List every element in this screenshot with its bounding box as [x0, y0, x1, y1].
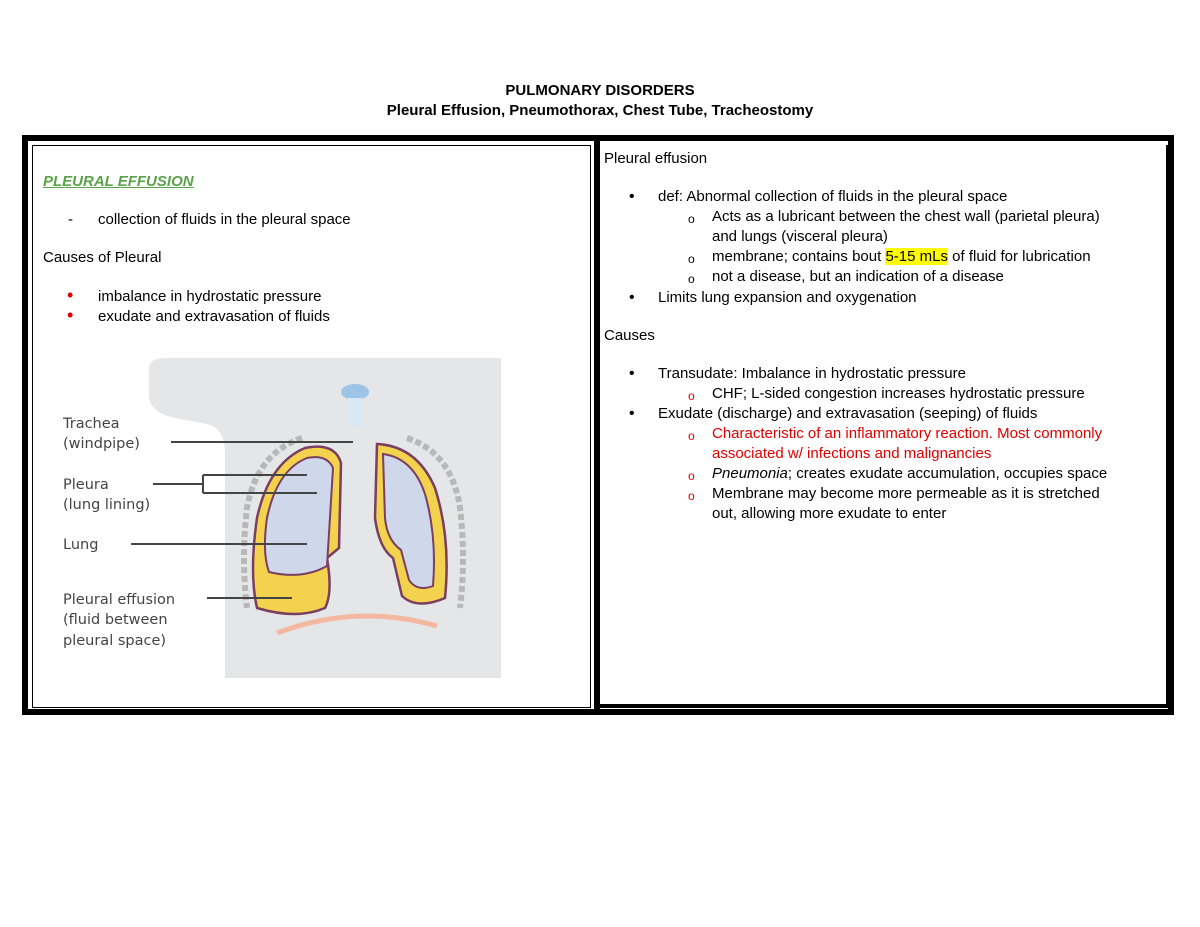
- cause-item-2: exudate and extravasation of fluids: [98, 308, 330, 325]
- definition-dash: -: [68, 211, 73, 228]
- membrane-line: [712, 247, 1091, 267]
- right-heading: Pleural effusion: [604, 150, 708, 167]
- label-effusion-sub2: pleural space): [63, 633, 167, 649]
- causes-heading: Causes: [604, 327, 655, 344]
- right-column: [600, 145, 1170, 708]
- document-header: [0, 81, 1200, 121]
- sub-bullet-membrane: o: [688, 489, 695, 503]
- pleural-effusion-diagram: [57, 358, 507, 678]
- label-trachea: Trachea: [63, 416, 120, 432]
- membrane-volume-highlight: 5-15 mLs: [885, 248, 948, 265]
- not-disease-line: not a disease, but an indication of a disease: [712, 268, 1004, 285]
- limits-line: Limits lung expansion and oxygenation: [658, 289, 917, 306]
- label-pleura: Pleura: [63, 477, 109, 493]
- permeable-line-1: Membrane may become more permeable as it is stretched: [712, 485, 1100, 502]
- lubricant-line-1: Acts as a lubricant between the chest wall (parietal pleura): [712, 208, 1100, 225]
- document-subtitle: Pleural Effusion, Pneumothorax, Chest Tube, Tracheostomy: [386, 102, 814, 119]
- label-trachea-sub: (windpipe): [63, 436, 140, 452]
- sub-bullet-chf: o: [688, 389, 695, 403]
- notes-table: [22, 135, 1174, 715]
- membrane-text-pre: membrane; contains bout: [712, 248, 886, 265]
- label-pleura-sub: (lung lining): [63, 497, 151, 513]
- bullet-def: •: [629, 188, 635, 205]
- bullet-limits: •: [629, 289, 635, 306]
- chf-line: CHF; L-sided congestion increases hydrostatic pressure: [712, 385, 1085, 402]
- sub-bullet-char: o: [688, 429, 695, 443]
- sub-bullet-2: o: [688, 252, 695, 266]
- pneumonia-text: ; creates exudate accumulation, occupies space: [787, 465, 1108, 482]
- pneumonia-term: Pneumonia: [712, 465, 788, 482]
- bullet-transudate: •: [629, 365, 635, 382]
- left-column: [32, 145, 591, 708]
- cause-item-1: imbalance in hydrostatic pressure: [98, 288, 322, 305]
- pneumonia-line: [712, 464, 1107, 484]
- permeable-line-2: out, allowing more exudate to enter: [712, 505, 947, 522]
- cause-bullet-2: •: [67, 305, 74, 325]
- sub-bullet-3: o: [688, 272, 695, 286]
- cause-bullet-1: •: [67, 285, 74, 305]
- label-effusion-sub1: (fluid between: [63, 612, 168, 628]
- label-effusion: Pleural effusion: [63, 592, 176, 608]
- def-line: def: Abnormal collection of fluids in the pleural space: [658, 188, 1008, 205]
- lubricant-line-2: and lungs (visceral pleura): [712, 228, 888, 245]
- trachea-top: [341, 384, 369, 400]
- definition-text: collection of fluids in the pleural space: [98, 211, 351, 228]
- bullet-exudate: •: [629, 405, 635, 422]
- characteristic-line-1: Characteristic of an inflammatory reaction. Most commonly: [712, 425, 1103, 442]
- label-lung: Lung: [63, 537, 99, 553]
- sub-bullet-pneumonia: o: [688, 469, 695, 483]
- membrane-text-post: of fluid for lubrication: [947, 248, 1091, 265]
- transudate-line: Transudate: Imbalance in hydrostatic pressure: [658, 365, 966, 382]
- pleural-effusion-heading: PLEURAL EFFUSION: [43, 173, 194, 190]
- characteristic-line-2: associated w/ infections and malignancies: [712, 445, 992, 462]
- exudate-line: Exudate (discharge) and extravasation (seeping) of fluids: [658, 405, 1038, 422]
- trachea-shaft: [348, 398, 362, 426]
- sub-bullet-1: o: [688, 212, 695, 226]
- document-title: PULMONARY DISORDERS: [505, 82, 695, 99]
- causes-label: Causes of Pleural: [43, 249, 162, 266]
